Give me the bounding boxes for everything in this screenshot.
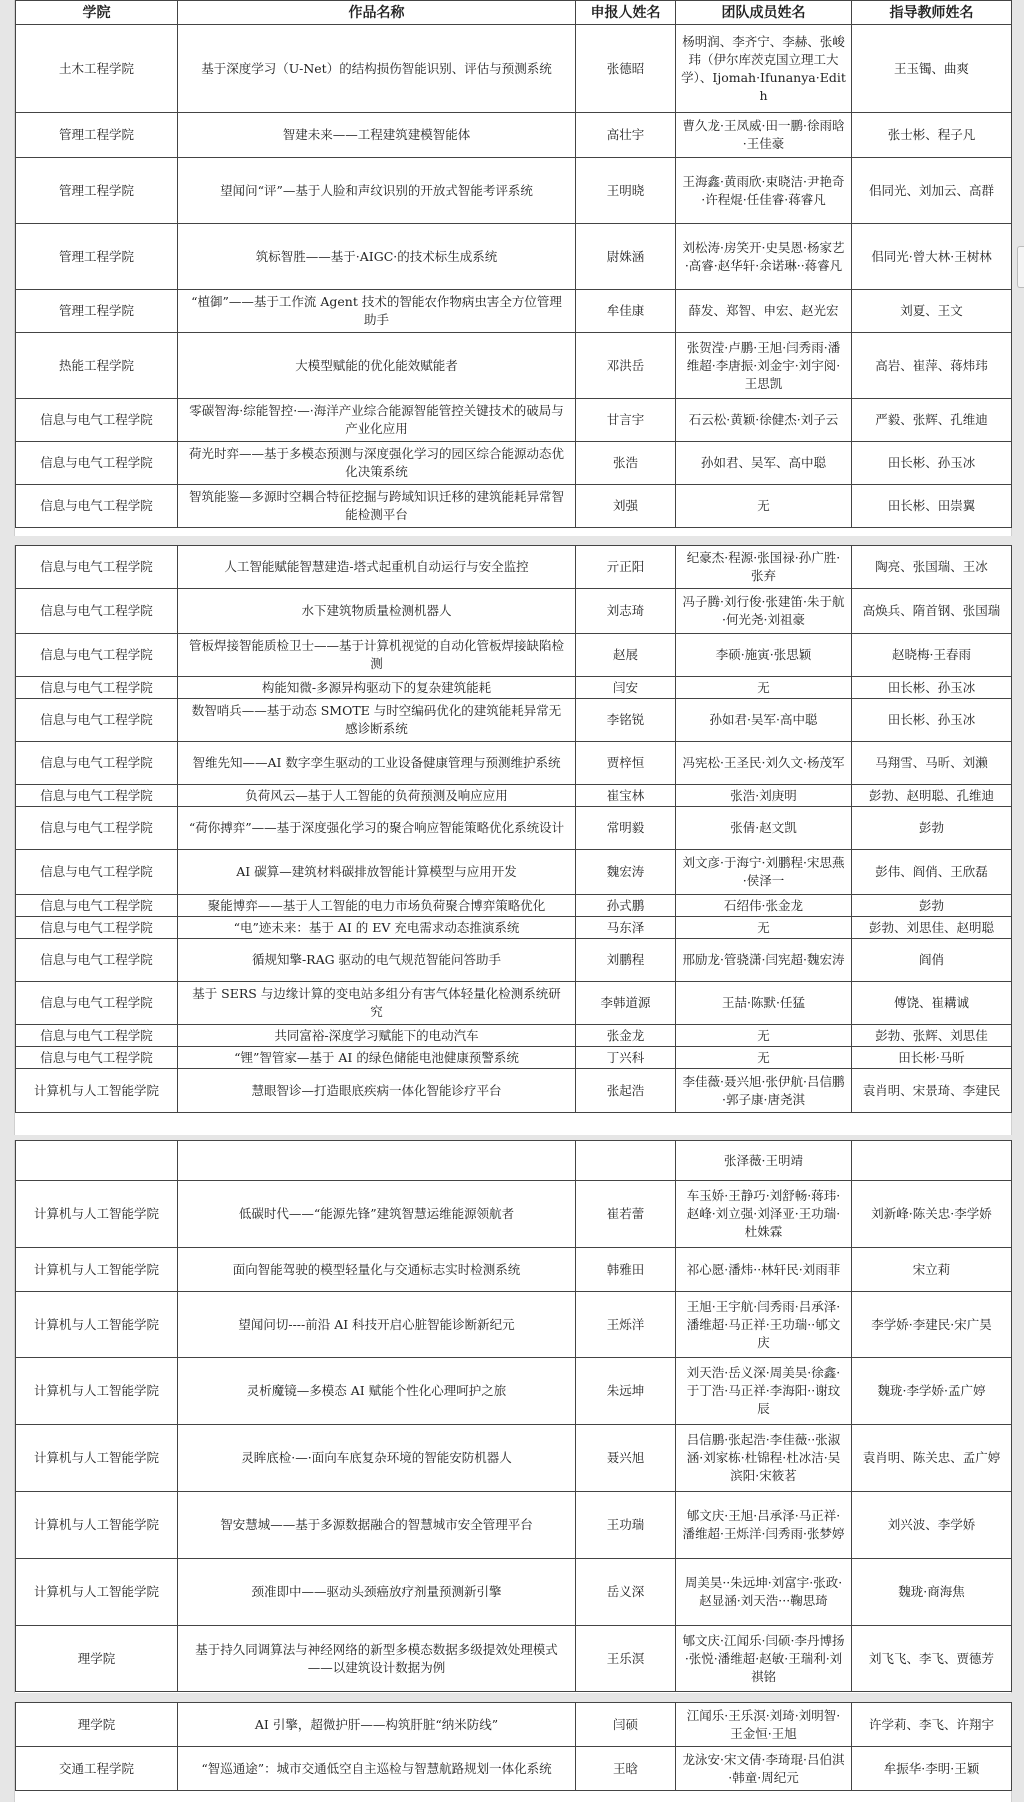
advisor-cell: 彭勃 [852, 807, 1012, 850]
work-title-cell: “智巡通途”：城市交通低空自主巡检与智慧航路规划一体化系统 [178, 1747, 576, 1791]
team-members-cell: 邢励龙·管骁潇·闫宪超·魏宏涛 [676, 939, 852, 982]
table-row [16, 546, 1012, 589]
table-page-3 [14, 1140, 1012, 1693]
advisor-cell: 刘兴波、李学娇 [852, 1492, 1012, 1559]
header-college: 学院 [16, 1, 178, 25]
applicant-cell: 王功瑞 [576, 1492, 676, 1559]
college-cell: 管理工程学院 [16, 158, 178, 224]
applicant-cell: 崔宝林 [576, 785, 676, 807]
college-cell: 信息与电气工程学院 [16, 442, 178, 485]
applicant-cell: 聂兴旭 [576, 1425, 676, 1492]
table-row [16, 1248, 1012, 1292]
advisor-cell: 宋立莉 [852, 1248, 1012, 1292]
advisor-cell: 牟振华·李明·王颖 [852, 1747, 1012, 1791]
table-row [16, 939, 1012, 982]
applicant-cell: 张金龙 [576, 1025, 676, 1047]
work-title-cell: 共同富裕-深度学习赋能下的电动汽车 [178, 1025, 576, 1047]
college-cell: 信息与电气工程学院 [16, 677, 178, 699]
applicant-cell: 刘强 [576, 485, 676, 528]
team-members-cell: 张贺滢·卢鹏·王旭·闫秀雨·潘维超·李唐振·刘金宇·刘宇阅·王思凯 [676, 333, 852, 399]
applicant-cell: 牟佳康 [576, 290, 676, 333]
work-title-cell: 水下建筑物质量检测机器人 [178, 589, 576, 634]
team-members-cell: 石云松·黄颖·徐健杰·刘子云 [676, 399, 852, 442]
table-row [16, 333, 1012, 399]
work-title-cell: 大模型赋能的优化能效赋能者 [178, 333, 576, 399]
work-title-cell: 负荷风云—基于人工智能的负荷预测及响应应用 [178, 785, 576, 807]
college-cell: 交通工程学院 [16, 1747, 178, 1791]
advisor-cell: 高焕兵、隋首钢、张国瑞 [852, 589, 1012, 634]
applicant-cell: 赵展 [576, 634, 676, 677]
table-row [16, 1181, 1012, 1248]
table [15, 1140, 1012, 1692]
work-title-cell: 构能知微-多源异构驱动下的复杂建筑能耗 [178, 677, 576, 699]
advisor-cell: 严毅、张辉、孔维迪 [852, 399, 1012, 442]
team-members-cell: 张泽薇·王明靖 [676, 1141, 852, 1181]
college-cell: 信息与电气工程学院 [16, 1025, 178, 1047]
advisor-cell: 张士彬、程子凡 [852, 113, 1012, 158]
college-cell: 热能工程学院 [16, 333, 178, 399]
advisor-cell: 彭勃 [852, 895, 1012, 917]
applicant-cell: 王晗 [576, 1747, 676, 1791]
college-cell: 信息与电气工程学院 [16, 807, 178, 850]
table-row [16, 1747, 1012, 1791]
college-cell: 信息与电气工程学院 [16, 939, 178, 982]
work-title-cell: 人工智能赋能智慧建造-塔式起重机自动运行与安全监控 [178, 546, 576, 589]
team-members-cell: 无 [676, 677, 852, 699]
header-applicant: 申报人姓名 [576, 1, 676, 25]
side-scroll-tab[interactable] [1017, 246, 1024, 288]
table-row [16, 158, 1012, 224]
table-row [16, 589, 1012, 634]
team-members-cell: 车玉娇·王静巧·刘舒畅·蒋玮·赵峰·刘立强·刘泽亚·王功瑞·杜姝霖 [676, 1181, 852, 1248]
team-members-cell: 曹久龙·王凤威·田一鹏·徐雨晗·王佳豪 [676, 113, 852, 158]
team-members-cell: 周美昊··朱远坤·刘富宇·张政·赵显涵·刘天浩···鞠思琦 [676, 1559, 852, 1626]
college-cell: 管理工程学院 [16, 113, 178, 158]
table-page-1 [14, 0, 1012, 536]
advisor-cell: 袁肖明、宋景琦、李建民 [852, 1069, 1012, 1113]
table [15, 1702, 1012, 1791]
advisor-cell: 阎俏 [852, 939, 1012, 982]
college-cell: 土木工程学院 [16, 25, 178, 113]
college-cell: 信息与电气工程学院 [16, 917, 178, 939]
table-row [16, 850, 1012, 895]
team-members-cell: 龙泳安·宋文倩·李琦琨·吕伯淇·韩童·周纪元 [676, 1747, 852, 1791]
advisor-cell: 傅饶、崔耩诚 [852, 982, 1012, 1025]
header-work-title: 作品名称 [178, 1, 576, 25]
advisor-cell: 王玉镯、曲爽 [852, 25, 1012, 113]
table-row [16, 1492, 1012, 1559]
work-title-cell: “锂”智管家—基于 AI 的绿色储能电池健康预警系统 [178, 1047, 576, 1069]
work-title-cell: 基于持久同调算法与神经网络的新型多模态数据多级提效处理模式——以建筑设计数据为例 [178, 1626, 576, 1692]
applicant-cell: 王烁洋 [576, 1292, 676, 1358]
work-title-cell: 望闻问切----前沿 AI 科技开启心脏智能诊断新纪元 [178, 1292, 576, 1358]
team-members-cell: 杨明润、李齐宁、李赫、张峻玮（伊尔库茨克国立理工大学）、Ijomah·Ifunanya·Edith [676, 25, 852, 113]
work-title-cell: 聚能博弈——基于人工智能的电力市场负荷聚合博弈策略优化 [178, 895, 576, 917]
table-row [16, 634, 1012, 677]
team-members-cell: 孙如君、吴军、高中聪 [676, 442, 852, 485]
team-members-cell: 祁心愿·潘炜··林轩民·刘雨菲 [676, 1248, 852, 1292]
applicant-cell: 魏宏涛 [576, 850, 676, 895]
team-members-cell: 刘文彦·于海宁·刘鹏程·宋思燕·侯泽一 [676, 850, 852, 895]
header-advisor: 指导教师姓名 [852, 1, 1012, 25]
table-row [16, 1047, 1012, 1069]
table-row [16, 1425, 1012, 1492]
work-title-cell: 数智哨兵——基于动态 SMOTE 与时空编码优化的建筑能耗异常无感诊断系统 [178, 699, 576, 742]
work-title-cell: 零碳智海·综能智控·—·海洋产业综合能源智能管控关键技术的破局与产业化应用 [178, 399, 576, 442]
college-cell: 计算机与人工智能学院 [16, 1358, 178, 1425]
table-row [16, 113, 1012, 158]
team-members-cell: 刘天浩·岳义深·周美昊·徐鑫·于丁浩·马正祥·李海阳··谢玟辰 [676, 1358, 852, 1425]
advisor-cell: 赵晓梅·王春雨 [852, 634, 1012, 677]
college-cell: 信息与电气工程学院 [16, 546, 178, 589]
team-members-cell: 李硕·施寅·张思颖 [676, 634, 852, 677]
team-members-cell: 刘松涛·房笑开·史昊恩·杨家艺·高睿·赵华轩·余诺琳··蒋睿凡 [676, 224, 852, 290]
table-row [16, 1703, 1012, 1747]
table-row [16, 1559, 1012, 1626]
advisor-cell: 田长彬·马昕 [852, 1047, 1012, 1069]
advisor-cell: 高岩、崔萍、蒋炜玮 [852, 333, 1012, 399]
team-members-cell: 王海鑫·黄雨欣·束晓洁·尹艳奇·许程焜·任佳睿·蒋睿凡 [676, 158, 852, 224]
table-row [16, 1025, 1012, 1047]
college-cell: 计算机与人工智能学院 [16, 1181, 178, 1248]
work-title-cell [178, 1141, 576, 1181]
advisor-cell: 彭勃、刘思佳、赵明聪 [852, 917, 1012, 939]
advisor-cell: 田长彬、孙玉冰 [852, 699, 1012, 742]
team-members-cell: 冯子腾·刘行俊·张建笛·朱于航·何光尧·刘祖豪 [676, 589, 852, 634]
advisor-cell: 田长彬、孙玉冰 [852, 677, 1012, 699]
applicant-cell: 刘志琦 [576, 589, 676, 634]
college-cell: 信息与电气工程学院 [16, 982, 178, 1025]
advisor-cell: 彭勃、张辉、刘思佳 [852, 1025, 1012, 1047]
work-title-cell: “植御”——基于工作流 Agent 技术的智能农作物病虫害全方位管理助手 [178, 290, 576, 333]
college-cell: 信息与电气工程学院 [16, 895, 178, 917]
table-row [16, 1141, 1012, 1181]
applicant-cell: 闫硕 [576, 1703, 676, 1747]
table-row [16, 807, 1012, 850]
team-members-cell: 吕信鹏·张起浩·李佳薇··张淑涵·刘家栋·杜锦程·杜冰洁·吴滨阳·宋筱茗 [676, 1425, 852, 1492]
college-cell: 计算机与人工智能学院 [16, 1069, 178, 1113]
table-page-4 [14, 1702, 1012, 1802]
team-members-cell: 江闻乐·王乐溟·刘琦·刘明智·王金恒·王旭 [676, 1703, 852, 1747]
applicant-cell: 张德昭 [576, 25, 676, 113]
applicant-cell: 王乐溟 [576, 1626, 676, 1692]
college-cell: 计算机与人工智能学院 [16, 1248, 178, 1292]
advisor-cell [852, 1141, 1012, 1181]
table-row [16, 399, 1012, 442]
team-members-cell: 孙如君·吴军·高中聪 [676, 699, 852, 742]
applicant-cell: 贾梓恒 [576, 742, 676, 785]
team-members-cell: 冯宪松·王圣民·刘久文·杨茂军 [676, 742, 852, 785]
college-cell: 信息与电气工程学院 [16, 589, 178, 634]
college-cell: 管理工程学院 [16, 290, 178, 333]
advisor-cell: 刘夏、王文 [852, 290, 1012, 333]
applicant-cell: 朱远坤 [576, 1358, 676, 1425]
applicant-cell: 闫安 [576, 677, 676, 699]
advisor-cell: 佀同光·曾大林·王树林 [852, 224, 1012, 290]
applicant-cell [576, 1141, 676, 1181]
advisor-cell: 袁肖明、陈关忠、孟广婷 [852, 1425, 1012, 1492]
college-cell: 计算机与人工智能学院 [16, 1559, 178, 1626]
applicant-cell: 高壮宇 [576, 113, 676, 158]
advisor-cell: 彭伟、阎俏、王欣磊 [852, 850, 1012, 895]
team-members-cell: 无 [676, 917, 852, 939]
table-row [16, 442, 1012, 485]
applicant-cell: 张浩 [576, 442, 676, 485]
applicant-cell: 丁兴科 [576, 1047, 676, 1069]
work-title-cell: 基于 SERS 与边缘计算的变电站多组分有害气体轻量化检测系统研究 [178, 982, 576, 1025]
college-cell: 计算机与人工智能学院 [16, 1425, 178, 1492]
advisor-cell: 魏珑·李学娇·孟广婷 [852, 1358, 1012, 1425]
college-cell: 计算机与人工智能学院 [16, 1492, 178, 1559]
work-title-cell: 颈准即中——驱动头颈癌放疗剂量预测新引擎 [178, 1559, 576, 1626]
college-cell: 信息与电气工程学院 [16, 850, 178, 895]
work-title-cell: 灵析魔镜—多模态 AI 赋能个性化心理呵护之旅 [178, 1358, 576, 1425]
table-row [16, 917, 1012, 939]
advisor-cell: 李学娇·李建民·宋广昊 [852, 1292, 1012, 1358]
table-row [16, 290, 1012, 333]
work-title-cell: 智安慧城——基于多源数据融合的智慧城市安全管理平台 [178, 1492, 576, 1559]
advisor-cell: 刘飞飞、李飞、贾德芳 [852, 1626, 1012, 1692]
header-row [16, 1, 1012, 25]
applicant-cell: 韩雅田 [576, 1248, 676, 1292]
team-members-cell: 王旭·王宇航·闫秀雨·吕承泽·潘维超·马正祥·王功瑞··郇文庆 [676, 1292, 852, 1358]
work-title-cell: 管板焊接智能质检卫士——基于计算机视觉的自动化管板焊接缺陷检测 [178, 634, 576, 677]
advisor-cell: 马翔雪、马昕、刘濑 [852, 742, 1012, 785]
college-cell: 信息与电气工程学院 [16, 399, 178, 442]
applicant-cell: 李铭锐 [576, 699, 676, 742]
work-title-cell: “电”迹未来：基于 AI 的 EV 充电需求动态推演系统 [178, 917, 576, 939]
work-title-cell: 面向智能驾驶的模型轻量化与交通标志实时检测系统 [178, 1248, 576, 1292]
team-members-cell: 张浩·刘庚明 [676, 785, 852, 807]
table-row [16, 742, 1012, 785]
work-title-cell: 智筑能鉴—多源时空耦合特征挖掘与跨域知识迁移的建筑能耗异常智能检测平台 [178, 485, 576, 528]
header-team-members: 团队成员姓名 [676, 1, 852, 25]
table-row [16, 485, 1012, 528]
table-page-2 [14, 545, 1012, 1135]
team-members-cell: 无 [676, 485, 852, 528]
applicant-cell: 刘鹏程 [576, 939, 676, 982]
college-cell: 管理工程学院 [16, 224, 178, 290]
college-cell: 信息与电气工程学院 [16, 785, 178, 807]
team-members-cell: 郇文庆·江闻乐·闫硕·李丹博扬·张悦·潘维超·赵敏·王瑞利·刘祺铭 [676, 1626, 852, 1692]
college-cell: 计算机与人工智能学院 [16, 1292, 178, 1358]
work-title-cell: 低碳时代——“能源先锋”建筑智慧运维能源领航者 [178, 1181, 576, 1248]
table-row [16, 1069, 1012, 1113]
advisor-cell: 佀同光、刘加云、高群 [852, 158, 1012, 224]
applicant-cell: 崔若蕾 [576, 1181, 676, 1248]
table [15, 0, 1012, 528]
team-members-cell: 石绍伟·张金龙 [676, 895, 852, 917]
work-title-cell: 循规知擎-RAG 驱动的电气规范智能问答助手 [178, 939, 576, 982]
applicant-cell: 常明毅 [576, 807, 676, 850]
applicant-cell: 邓洪岳 [576, 333, 676, 399]
table [15, 545, 1012, 1113]
applicant-cell: 孙式鹏 [576, 895, 676, 917]
table-row [16, 895, 1012, 917]
table-row [16, 1626, 1012, 1692]
work-title-cell: 望闻问“评”—基于人脸和声纹识别的开放式智能考评系统 [178, 158, 576, 224]
applicant-cell: 李韩道源 [576, 982, 676, 1025]
work-title-cell: 灵眸底检·—·面向车底复杂环境的智能安防机器人 [178, 1425, 576, 1492]
table-row [16, 224, 1012, 290]
work-title-cell: AI 碳算—建筑材料碳排放智能计算模型与应用开发 [178, 850, 576, 895]
applicant-cell: 甘言宇 [576, 399, 676, 442]
work-title-cell: 智建未来——工程建筑建模智能体 [178, 113, 576, 158]
team-members-cell: 张倩·赵文凯 [676, 807, 852, 850]
advisor-cell: 田长彬、田崇翼 [852, 485, 1012, 528]
advisor-cell: 陶亮、张国瑞、王冰 [852, 546, 1012, 589]
table-row [16, 699, 1012, 742]
applicant-cell: 张起浩 [576, 1069, 676, 1113]
advisor-cell: 刘新峰·陈关忠·李学娇 [852, 1181, 1012, 1248]
advisor-cell: 魏珑·商海焦 [852, 1559, 1012, 1626]
college-cell: 信息与电气工程学院 [16, 1047, 178, 1069]
table-row [16, 1358, 1012, 1425]
team-members-cell: 王喆·陈默·任猛 [676, 982, 852, 1025]
work-title-cell: 基于深度学习（U-Net）的结构损伤智能识别、评估与预测系统 [178, 25, 576, 113]
table-row [16, 677, 1012, 699]
team-members-cell: 纪豪杰·程源·张国禄·孙广胜·张弃 [676, 546, 852, 589]
applicant-cell: 马东泽 [576, 917, 676, 939]
college-cell: 信息与电气工程学院 [16, 742, 178, 785]
work-title-cell: 智维先知——AI 数字孪生驱动的工业设备健康管理与预测维护系统 [178, 742, 576, 785]
college-cell: 理学院 [16, 1626, 178, 1692]
table-row [16, 25, 1012, 113]
team-members-cell: 无 [676, 1047, 852, 1069]
team-members-cell: 无 [676, 1025, 852, 1047]
applicant-cell: 亓正阳 [576, 546, 676, 589]
team-members-cell: 李佳薇·聂兴旭·张伊航·吕信鹏·郭子康·唐尧淇 [676, 1069, 852, 1113]
table-row [16, 785, 1012, 807]
college-cell: 信息与电气工程学院 [16, 699, 178, 742]
work-title-cell: AI 引擎，超微护肝——构筑肝脏“纳米防线” [178, 1703, 576, 1747]
applicant-cell: 王明晓 [576, 158, 676, 224]
applicant-cell: 尉姝涵 [576, 224, 676, 290]
advisor-cell: 彭勃、赵明聪、孔维迪 [852, 785, 1012, 807]
college-cell: 理学院 [16, 1703, 178, 1747]
work-title-cell: 荷光时弈——基于多模态预测与深度强化学习的园区综合能源动态优化决策系统 [178, 442, 576, 485]
work-title-cell: 慧眼智诊—打造眼底疾病一体化智能诊疗平台 [178, 1069, 576, 1113]
team-members-cell: 薛发、郑智、申宏、赵光宏 [676, 290, 852, 333]
college-cell: 信息与电气工程学院 [16, 634, 178, 677]
work-title-cell: “荷你搏弈”——基于深度强化学习的聚合响应智能策略优化系统设计 [178, 807, 576, 850]
team-members-cell: 郇文庆·王旭·吕承泽·马正祥·潘维超·王烁洋·闫秀雨·张梦婷 [676, 1492, 852, 1559]
college-cell: 信息与电气工程学院 [16, 485, 178, 528]
table-row [16, 982, 1012, 1025]
applicant-cell: 岳义深 [576, 1559, 676, 1626]
work-title-cell: 筑标智胜——基于·AIGC·的技术标生成系统 [178, 224, 576, 290]
advisor-cell: 田长彬、孙玉冰 [852, 442, 1012, 485]
table-row [16, 1292, 1012, 1358]
advisor-cell: 许学莉、李飞、许翔宇 [852, 1703, 1012, 1747]
college-cell [16, 1141, 178, 1181]
